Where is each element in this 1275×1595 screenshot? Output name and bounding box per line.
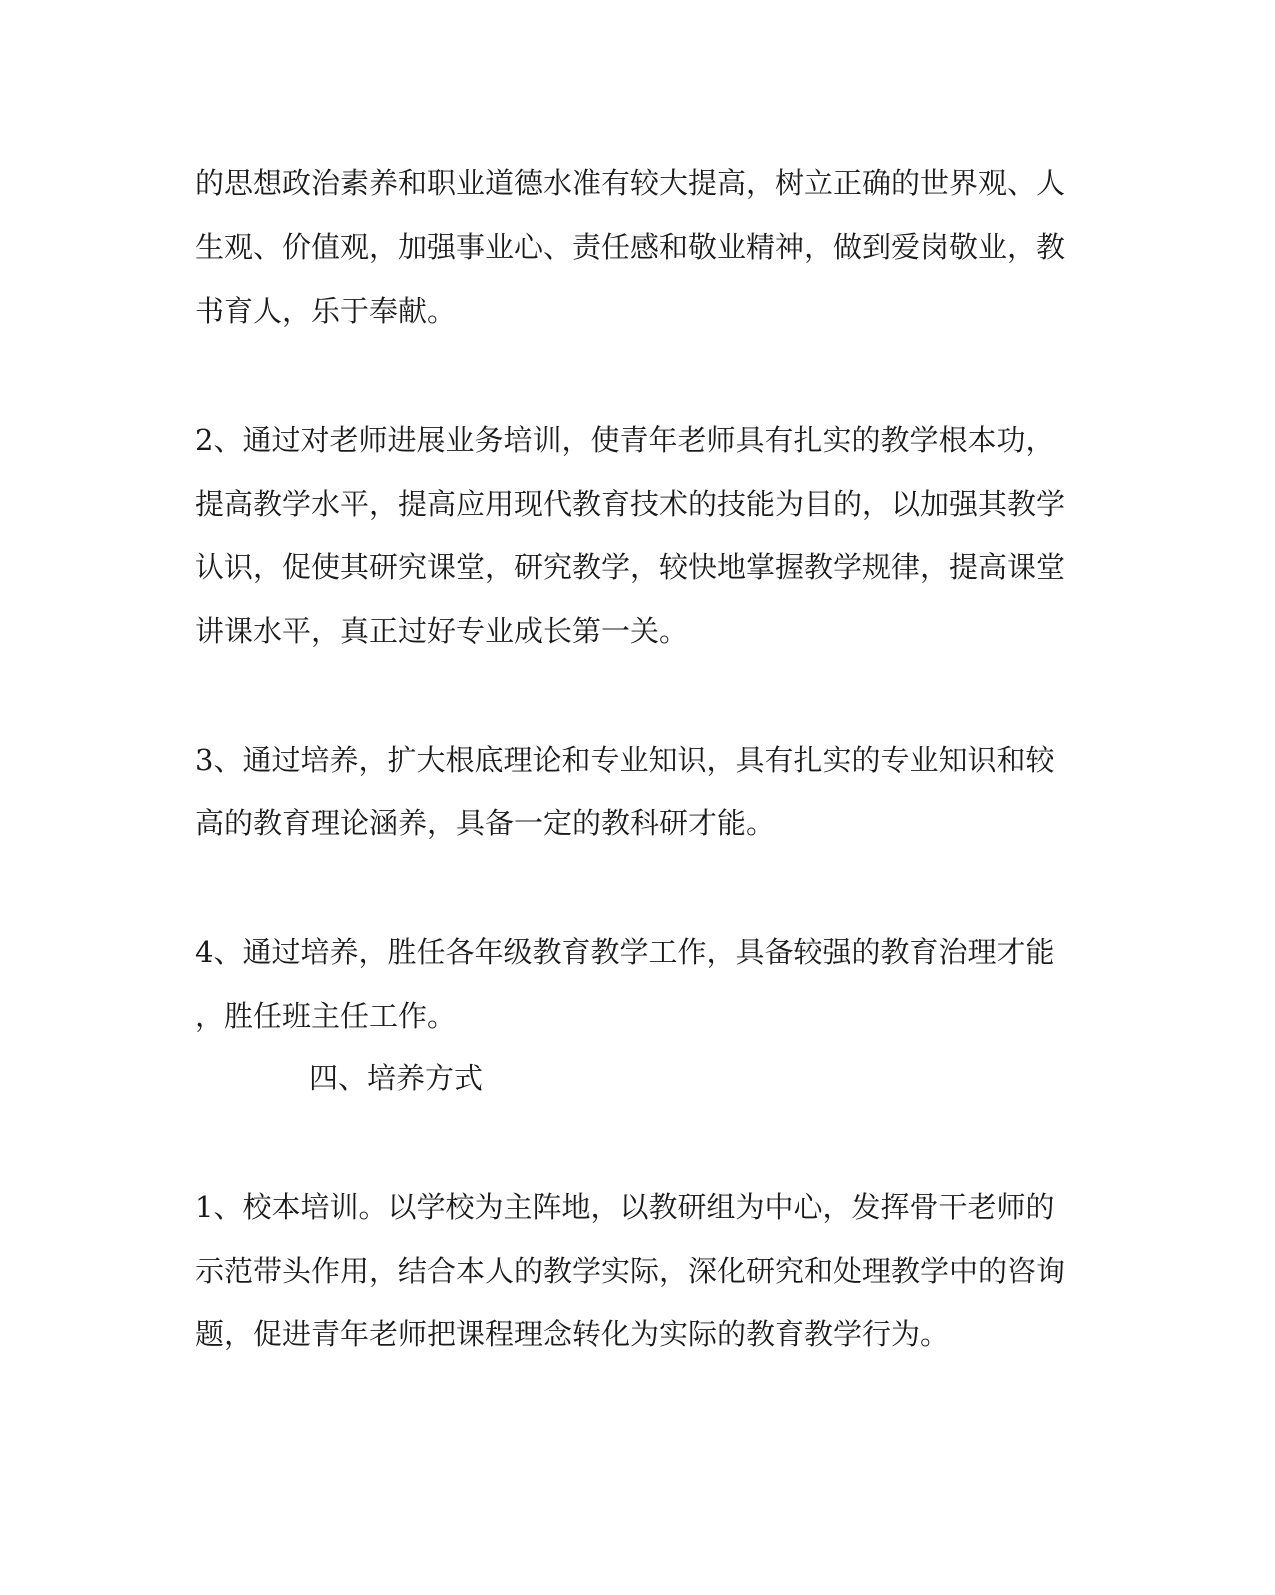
text-line: 书育人，乐于奉献。 <box>195 294 457 328</box>
text-line: 示范带头作用，结合本人的教学实际，深化研究和处理教学中的咨询 <box>195 1254 1066 1288</box>
text-line: 的思想政治素养和职业道德水准有较大提高，树立正确的世界观、人 <box>195 166 1066 200</box>
text-line: 2、通过对老师进展业务培训，使青年老师具有扎实的教学根本功， <box>195 423 1055 457</box>
text-line: 4、通过培养，胜任各年级教育教学工作，具备较强的教育治理才能 <box>195 935 1055 969</box>
text-line: 生观、价值观，加强事业心、责任感和敬业精神，做到爱岗敬业，教 <box>195 230 1066 264</box>
text-line: 1、校本培训。以学校为主阵地，以教研组为中心，发挥骨干老师的 <box>195 1190 1055 1224</box>
text-line: 认识，促使其研究课堂，研究教学，较快地掌握教学规律，提高课堂 <box>195 550 1066 584</box>
text-line: ，胜任班主任工作。 <box>195 999 457 1033</box>
text-line: 题，促进青年老师把课程理念转化为实际的教育教学行为。 <box>195 1317 950 1351</box>
section-heading: 四、培养方式 <box>309 1061 484 1095</box>
text-line: 讲课水平，真正过好专业成长第一关。 <box>195 614 689 648</box>
text-line: 高的教育理论涵养，具备一定的教科研才能。 <box>195 806 776 840</box>
text-line: 3、通过培养，扩大根底理论和专业知识，具有扎实的专业知识和较 <box>195 743 1055 777</box>
text-line: 提高教学水平，提高应用现代教育技术的技能为目的，以加强其教学 <box>195 487 1066 521</box>
